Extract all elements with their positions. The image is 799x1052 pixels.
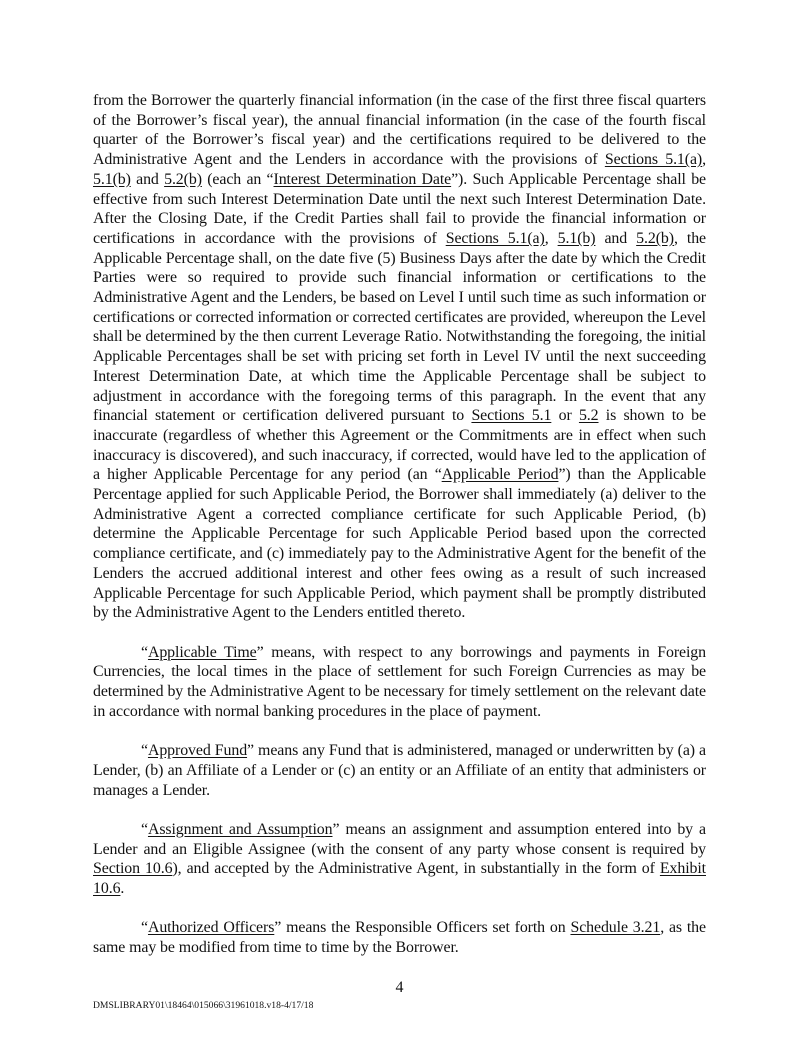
text-run: and [130,170,165,188]
text-run: is shown to be inaccurate (regardless of whether this Agreement or the Commitments are in effect when such inaccuracy is discovered), and such inaccuracy, if corrected, would have led to the application of a higher Applicable Percentage for any period (an “ [93,407,706,484]
text-run: ” means, with respect to any borrowings and payments in Foreign Currencies, the local times in the place of settlement for such Foreign Currencies as may be determined by the Administrative Agent to be necessary for timely settlement on the relevant date in accordance with normal banking procedures in the place of payment. [93,643,706,720]
text-run: . [120,880,125,898]
page-number: 4 [395,978,404,996]
underlined-term: 5.1(b) [93,170,131,188]
text-run: , as the same may be modified from time to time by the Borrower. [93,919,706,957]
text-run: , the Applicable Percentage shall, on the date five (5) Business Days after the date by which the Credit Parties were so required to provide such financial information or certifications to the Administrative Agent and the Lenders, be based on Level I until such time as such information or certifications or corrected information or corrected certificates are provided, whereupon the Level shall be determined by the then current Leverage Ratio. Notwithstanding the foregoing, the initial Applicable Percentages shall be set with pricing set forth in Level IV until the next succeeding Interest Determination Date, at which time the Applicable Percentage shall be subject to adjustment in accordance with the foregoing terms of this paragraph. In the event that any financial statement or certification delivered pursuant to [93,229,707,425]
text-run: ” means the Responsible Officers set forth on [274,919,571,937]
text-run: ”). Such Applicable Percentage shall be effective from such Interest Determination Date until the next such Interest Determination Date. After the Closing Date, if the Credit Parties shall fail to provide the financial information or certifications in accordance with the provisions of [93,170,706,247]
text-run: , [544,229,558,247]
body-paragraph [93,91,706,623]
text-run: “ [141,742,148,760]
underlined-term: 5.2 [578,407,599,425]
definition-paragraph [93,643,706,722]
text-run: “ [141,820,148,838]
document-footer-id: DMSLIBRARY01\18464\015066\31961018.v18-4/17/18 [93,999,314,1011]
text-run: “ [141,643,148,661]
text-run: , [702,151,706,169]
underlined-term: Applicable Time [147,643,257,661]
underlined-term: Approved Fund [147,742,248,760]
underlined-term: Sections 5.1(a) [604,151,703,169]
underlined-term: Applicable Period [441,466,559,484]
text-run: ” means any Fund that is administered, managed or underwritten by (a) a Lender, (b) an Affiliate of a Lender or (c) an entity or an Affiliate of an entity that administers or manages a Lender. [93,742,706,799]
underlined-term: Schedule 3.21 [570,919,661,937]
underlined-term: Interest Determination Date [273,170,452,188]
text-run: ”) than the Applicable Percentage applied for such Applicable Period, the Borrower shall immediately (a) deliver to the Administrative Agent a corrected compliance certificate for such Applicable Period, (b) determine the Applicable Percentage for such Applicable Period based upon the corrected compliance certificate, and (c) immediately pay to the Administrative Agent for the benefit of the Lenders the accrued additional interest and other fees owing as a result of such increased Applicable Percentage for such Applicable Period, which payment shall be promptly distributed by the Administrative Agent to the Lenders entitled thereto. [93,466,706,622]
text-run: from the Borrower the quarterly financial information (in the case of the first three fiscal quarters of the Borrower’s fiscal year), the annual financial information (in the case of the fourth fiscal quarter of the Borrower’s fiscal year) and the certifications required to be delivered to the Administrative Agent and the Lenders in accordance with the provisions of [93,92,706,169]
text-run: ” means an assignment and assumption entered into by a Lender and an Eligible Assignee (with the consent of any party whose consent is required by [93,820,706,858]
document-body [93,91,706,958]
text-run: (each an “ [201,170,274,188]
underlined-term: Sections 5.1(a) [445,229,545,247]
text-run: and [595,229,637,247]
underlined-term: 5.2(b) [636,229,674,247]
underlined-term: Authorized Officers [147,919,275,937]
underlined-term: Section 10.6 [93,860,173,878]
definition-paragraph [93,918,706,957]
definition-paragraph [93,741,706,800]
text-run: or [551,407,579,425]
underlined-term: Assignment and Assumption [147,820,333,838]
underlined-term: Sections 5.1 [471,407,552,425]
underlined-term: 5.1(b) [557,229,596,247]
text-run: ), and accepted by the Administrative Agent, in substantially in the form of [172,860,660,878]
underlined-term: Exhibit 10.6 [93,860,706,898]
text-run: “ [141,919,148,937]
definition-paragraph [93,820,706,899]
underlined-term: 5.2(b) [164,170,202,188]
